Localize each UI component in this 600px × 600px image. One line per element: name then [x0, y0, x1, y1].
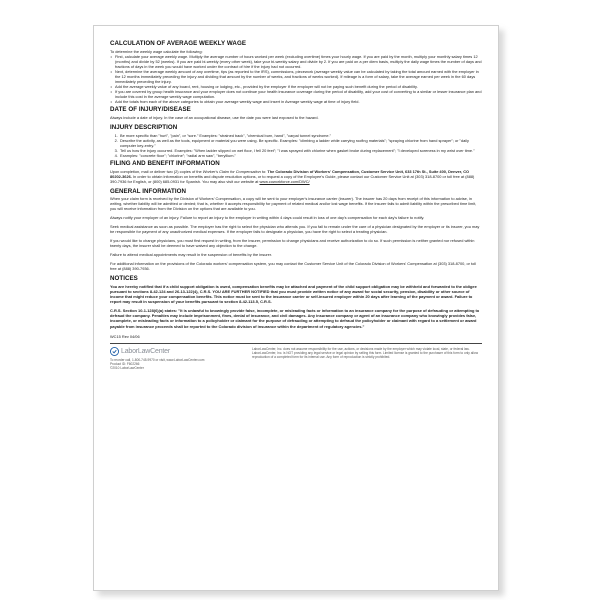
filing-to: to: — [261, 168, 267, 174]
calc-list — [110, 54, 482, 104]
document-page — [93, 25, 499, 591]
doi-text: Always include a date of injury. In the case of an occupational disease, use the date you were last exposed to the hazard. — [110, 114, 319, 120]
filing-contact: In order to obtain information on benefits and dispute resolution options, or to request a copy of the Employee's Guide, please contact our Customer Service Unit at (303) 318-8700 or toll free at (888) 390-7936 for English, or (800) 685-0931 for Spanish. You may also visit our website at — [110, 173, 475, 184]
general-paragraph: When your claim form is received by the Division of Workers' Compensation, a copy will be sent to your employer's insurance carrier (insurer). The insurer has 20 days from receipt of this information to advise, in writing, whether liability will be admitted or denied; that is, whether it accepts responsibility for payment of related medical and/or lost wage benefits. If the insurer fails to admit liability within the prescribed time limit, you will receive information from the Division on the options that are available to you. — [110, 196, 477, 212]
calc-item: • First, calculate your average weekly wage. Multiply the average number of hours worked per week (excluding overtime) times your hourly wage. If you are paid by the month, multiply your monthly salary times 12 (months) and divide by 52 (weeks). If you are paid bi-weekly (every other week), take your bi-weekly salary and divide by 2. If you are paid on a per diem basis, multiply the daily wage times the number of days and fractions of days in the week you would have worked under the contract of hire if the injury had not occurred. — [110, 54, 482, 69]
form-revision: WC15 Rev 04/06 — [110, 333, 140, 339]
filing-heading: FILING AND BENEFIT INFORMATION — [110, 159, 220, 167]
document-content — [110, 40, 482, 370]
calc-item: • Add the totals from each of the above categories to obtain your average weekly wage and insert in Average weekly wage at time of injury field. — [110, 99, 482, 104]
injury-heading: INJURY DESCRIPTION — [110, 123, 178, 131]
calc-item: • Add the average weekly value of any board, rent, housing or lodging, etc., provided by the employer if the employer will not be paying such benefit during the period of disability. — [110, 84, 482, 89]
product-id: Product ID: F602266 — [110, 361, 140, 366]
laborlawcenter-logo — [110, 347, 250, 356]
injury-item: 4. Examples: "concrete floor"; "chlorine"; "radial arm saw", "beryllium." — [119, 153, 482, 158]
calc-intro: To determine the weekly wage calculate the following: — [110, 48, 203, 54]
dwc-website-link[interactable]: www.coworkforce.com/DWC/ — [259, 178, 310, 184]
general-paragraph: Failure to attend medical appointments may result in the suspension of benefits by the insurer. — [110, 252, 272, 258]
fraud-notice: C.R.S. Section 10-1-128(6)(a) states: "It is unlawful to knowingly provide false, incomplete, or misleading facts or information to an insurance company for the purpose of defrauding or attempting to defraud the company. Penalties may include imprisonment, fines, denial of insurance, and civil damages. Any insurance company or agent of an insurance company who knowingly provides false, incomplete, or misleading facts or information to a policyholder or claimant for the purpose of defrauding or attempting to defraud the policyholder or claimant with regard to a settlement or award payable from insurance proceeds shall be reported to the Colorado division of insurance within the department of regulatory agencies." — [110, 308, 480, 329]
footer-disclaimer: LaborLawCenter, Inc. does not assume responsibility for the use, actions, or decisions made by the employer which may violate local, state, or federal law. LaborLawCenter, Inc. is NOT providing any legal service or legal opinion by selling this form. Limited license is granted to the purchaser of this form to only allow reproduction of a completed form for its internal use. Any form of reproduction is strictly prohibited. — [252, 346, 479, 359]
injury-item: 3. Tell us how the injury occurred. Examples: "When ladder slipped on wet floor, I fell 20 feet"; "I was sprayed with chlorine when gasket broke during replacement"; "I developed soreness in my wrist over time." — [119, 148, 482, 153]
general-paragraph: Seek medical assistance as soon as possible. The employer has the right to select the physician who attends you. If you fail to remain under the care of a physician designated by the employer or its insurer, you may be responsible for payment of any unauthorized medical expenses. If the employer fails to designate a physician, you have the right to select a treating physician. — [110, 224, 480, 235]
injury-list — [110, 133, 482, 158]
division-address: The Colorado Division of Workers' Compensation, Customer Service Unit, 633 17th St., Suite 400, Denver, CO 80202-3626. — [110, 168, 470, 179]
notices-heading: NOTICES — [110, 275, 138, 283]
calc-heading: CALCULATION OF AVERAGE WEEKLY WAGE — [110, 40, 246, 47]
general-heading: GENERAL INFORMATION — [110, 187, 186, 195]
logo-text: LaborLawCenter — [121, 347, 170, 355]
footer-divider — [110, 343, 482, 344]
calc-item: • If you are covered by group health insurance and your employer does not continue your health insurance coverage during the period of disability, add your cost of converting to a similar or lesser insurance plan and include this cost in the average weekly wage computation. — [110, 89, 482, 99]
notices-section — [110, 275, 482, 328]
footer — [110, 347, 482, 371]
claim-form-name: Worker's Claim for Compensation — [202, 168, 261, 174]
filing-text — [110, 169, 482, 184]
logo-circle-icon — [110, 347, 119, 356]
footer-left — [110, 347, 250, 371]
general-paragraph: Always notify your employer of an injury. Failure to report an injury to the employer in writing within 4 days could result in loss of one day's compensation for each day's failure to notify. — [110, 215, 425, 221]
copyright: ©2010 LaborLawCenter — [110, 365, 144, 370]
injury-item: 2. Describe the activity, as well as the tools, equipment or material you were using. Be specific. Examples: "climbing a ladder while carrying roofing materials"; "spraying chlorine from hand sprayer"; or "daily computer key-entry." — [119, 138, 482, 148]
injury-item: 1. Be more specific than "hurt", "pain", or "sore." Examples: "strained back", "chemical burn, hand", "carpal tunnel syndrome." — [119, 133, 482, 138]
calc-item: • Next, determine the average weekly amount of any overtime, tips (as reported to the IRS), commissions, piecework (average weekly value can be calculated by taking the total amount earned with the employer in the 12 months immediately preceding the injury and dividing that amount by the number of weeks, and fractions of weeks worked). If mileage is a form of salary, take the average earned per week in the 60 days immediately preceding the injury. — [110, 69, 482, 84]
reorder-info: To reorder call, 1-800-745-9970 or visit, www.LaborLawCenter.com — [110, 357, 205, 362]
child-support-notice: You are hereby notified that if a child support obligation is owed, compensation benefits may be attached and payment of the child support obligation may be withheld and forwarded to the obligee pursuant to sections 8-42-124 and 26-13-122(4), C.R.S. YOU ARE FURTHER NOTIFIED that you must provide written notice of any award for social security, pension, disability or other source of income that might reduce your compensation benefits. This notice must be sent to the insurance carrier or self-insured employer within 20 days after learning of the payment or award. Failure to report may result in suspension of your benefits pursuant to section 8-42-113.5, C.R.S. — [110, 284, 477, 305]
doi-heading: DATE OF INJURY/DISEASE — [110, 106, 191, 114]
filing-lead: Upon completion, mail or deliver two (2) copies of the — [110, 168, 202, 174]
general-paragraph: If you would like to change physicians, you must first request in writing, from the insurer, permission to change physicians and receive authorization to do so. If such permission is neither granted nor refused within twenty days, the insurer shall be deemed to have waived any objection to the change. — [110, 238, 475, 249]
general-paragraph: For additional information on the provisions of the Colorado workers' compensation system, you may contact the Customer Service Unit of the Colorado Division of Workers' Compensation at (303) 318-8700, or toll free at (888) 390-7936. — [110, 261, 477, 272]
